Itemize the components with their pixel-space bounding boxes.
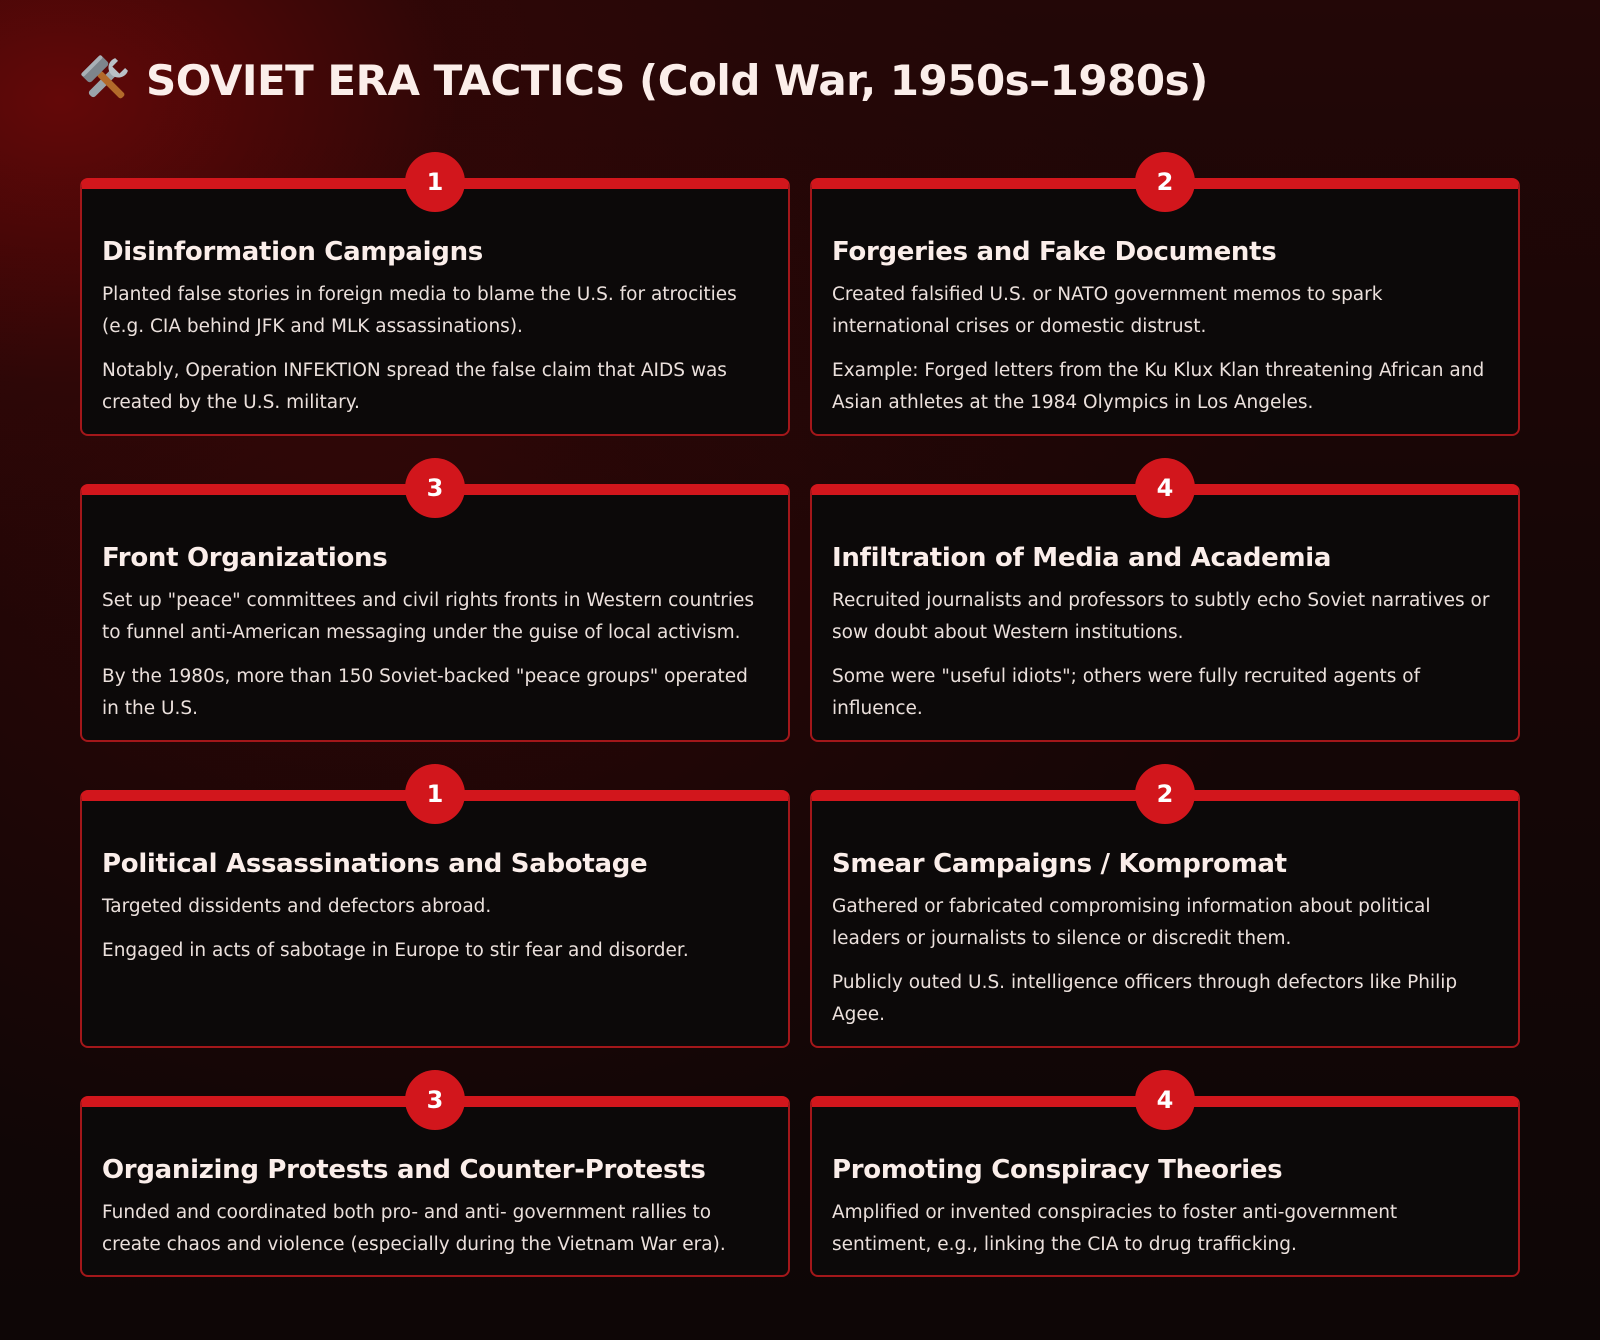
tactic-card-disinformation xyxy=(80,168,790,436)
card-paragraph: Engaged in acts of sabotage in Europe to stir fear and disorder. xyxy=(102,940,689,961)
page-title-text: SOVIET ERA TACTICS (Cold War, 1950s–1980s) xyxy=(146,55,1208,105)
card-paragraph: Funded and coordinated both pro- and anti- government rallies to create chaos and violence (especially during the Vietnam War era). xyxy=(102,1202,726,1255)
tactic-card-assassinations xyxy=(80,780,790,1048)
card-paragraph: Some were "useful idiots"; others were fully recruited agents of influence. xyxy=(832,666,1421,719)
card-paragraph: By the 1980s, more than 150 Soviet-backed "peace groups" operated in the U.S. xyxy=(102,666,748,719)
card-paragraph: Example: Forged letters from the Ku Klux Klan threatening African and Asian athletes at the 1984 Olympics in Los Angeles. xyxy=(832,360,1485,413)
card-number-badge: 1 xyxy=(405,152,465,212)
card-paragraph: Targeted dissidents and defectors abroad. xyxy=(102,896,492,917)
card-paragraph: Amplified or invented conspiracies to foster anti-government sentiment, e.g., linking the CIA to drug trafficking. xyxy=(832,1202,1398,1255)
tactic-card-forgeries xyxy=(810,168,1520,436)
tactics-grid xyxy=(80,168,1520,1277)
card-number-badge: 1 xyxy=(405,764,465,824)
card-number-badge: 4 xyxy=(1135,458,1195,518)
card-number-badge: 3 xyxy=(405,1070,465,1130)
card-paragraph: Recruited journalists and professors to subtly echo Soviet narratives or sow doubt about Western institutions. xyxy=(832,590,1490,643)
card-title: Political Assassinations and Sabotage xyxy=(102,849,648,879)
hammer-and-wrench-icon xyxy=(80,54,132,106)
card-paragraph: Gathered or fabricated compromising information about political leaders or journalists to silence or discredit them. xyxy=(832,896,1431,949)
tactic-card-infiltration xyxy=(810,474,1520,742)
card-paragraph: Set up "peace" committees and civil rights fronts in Western countries to funnel anti-American messaging under the guise of local activism. xyxy=(102,590,755,643)
page-title xyxy=(80,54,1208,106)
card-number-badge: 4 xyxy=(1135,1070,1195,1130)
card-paragraph: Planted false stories in foreign media to blame the U.S. for atrocities (e.g. CIA behind JFK and MLK assassinations). xyxy=(102,284,737,337)
card-number-badge: 2 xyxy=(1135,764,1195,824)
card-title: Front Organizations xyxy=(102,543,388,573)
tactic-card-front-organizations xyxy=(80,474,790,742)
card-title: Promoting Conspiracy Theories xyxy=(832,1155,1283,1185)
card-title: Forgeries and Fake Documents xyxy=(832,237,1277,267)
card-title: Disinformation Campaigns xyxy=(102,237,483,267)
card-title: Organizing Protests and Counter-Protests xyxy=(102,1155,706,1185)
card-number-badge: 2 xyxy=(1135,152,1195,212)
tactic-card-kompromat xyxy=(810,780,1520,1048)
card-title: Infiltration of Media and Academia xyxy=(832,543,1332,573)
card-paragraph: Notably, Operation INFEKTION spread the false claim that AIDS was created by the U.S. military. xyxy=(102,360,727,413)
tactic-card-protests xyxy=(80,1086,790,1277)
card-paragraph: Publicly outed U.S. intelligence officers through defectors like Philip Agee. xyxy=(832,972,1458,1025)
card-title: Smear Campaigns / Kompromat xyxy=(832,849,1287,879)
tactic-card-conspiracy-theories xyxy=(810,1086,1520,1277)
card-number-badge: 3 xyxy=(405,458,465,518)
card-paragraph: Created falsified U.S. or NATO government memos to spark international crises or domestic distrust. xyxy=(832,284,1383,337)
